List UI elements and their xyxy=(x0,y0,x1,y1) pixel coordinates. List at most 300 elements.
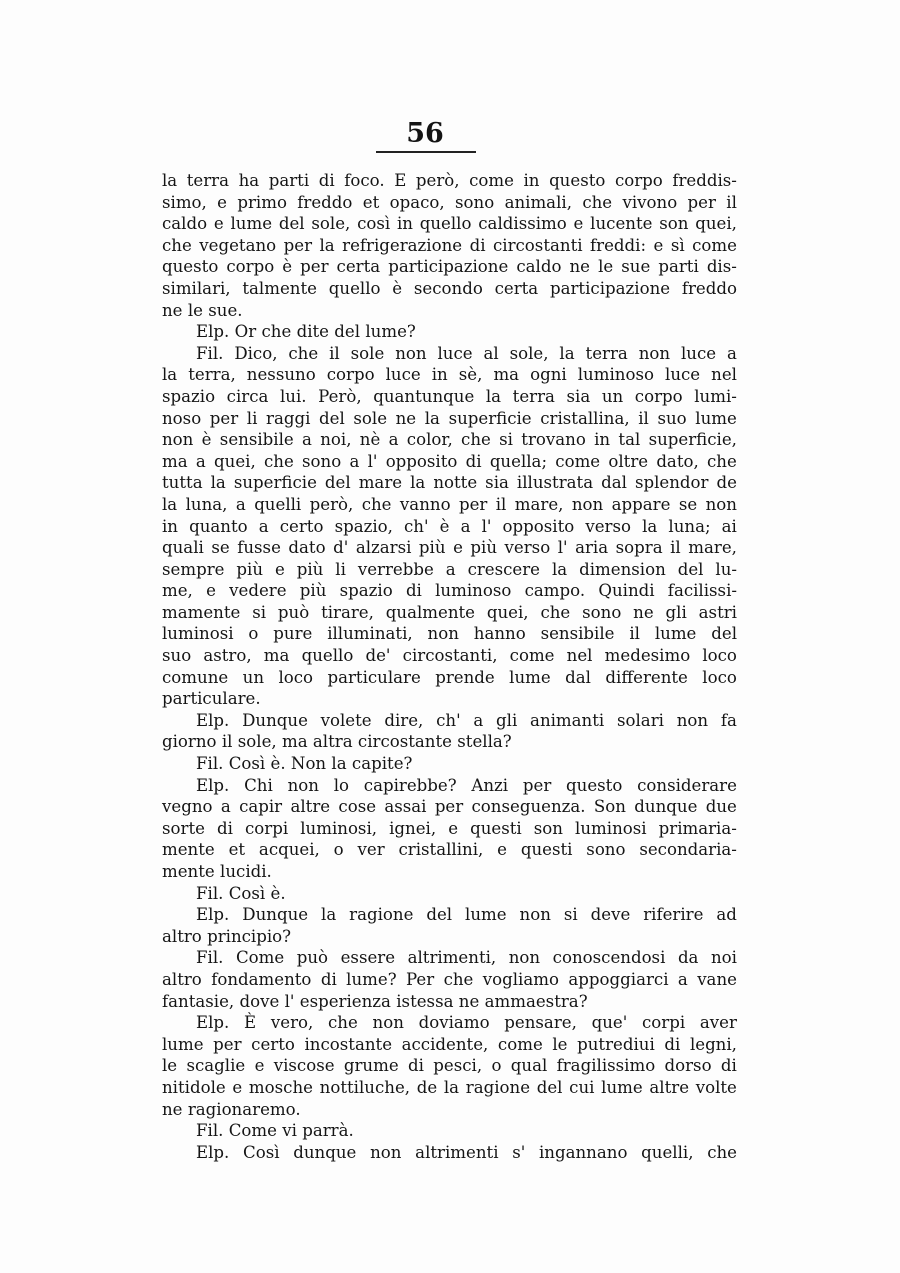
text-line xyxy=(162,710,737,732)
word: di xyxy=(720,1056,737,1076)
word: particulare xyxy=(327,667,421,687)
word: il xyxy=(329,343,340,363)
word: ma xyxy=(281,732,308,752)
word: participazione xyxy=(549,278,671,298)
word: del xyxy=(334,322,361,342)
word: fusse xyxy=(237,538,281,558)
word: Elp. xyxy=(196,905,230,925)
word: ch' xyxy=(404,516,429,536)
word: sensibile xyxy=(540,624,615,644)
text-line xyxy=(162,731,737,753)
word: loco xyxy=(278,667,314,687)
word: nè xyxy=(359,430,381,450)
word: come xyxy=(555,451,601,471)
word: solari xyxy=(616,710,664,730)
word: loco xyxy=(702,667,737,687)
word: corpi xyxy=(642,1013,686,1033)
word: viscose xyxy=(273,1056,335,1076)
word: e xyxy=(206,581,216,601)
word: me, xyxy=(162,581,193,601)
word: mare xyxy=(358,473,403,493)
text-line xyxy=(162,386,737,408)
word: per xyxy=(209,408,239,428)
word: de xyxy=(416,1077,438,1097)
word: cose xyxy=(338,797,377,817)
word: lui. xyxy=(280,386,307,406)
word: foco. xyxy=(344,171,385,190)
word: certo xyxy=(279,516,324,536)
text-body xyxy=(162,170,737,1163)
word: cristallina, xyxy=(540,408,630,428)
word: la xyxy=(551,559,568,579)
word: particulare. xyxy=(162,689,261,709)
text-line xyxy=(162,1055,737,1077)
text-line xyxy=(162,408,737,430)
word: quanto xyxy=(189,516,248,536)
word: Quindi xyxy=(598,581,655,601)
word: un xyxy=(242,667,265,687)
word: mare, xyxy=(688,538,737,558)
text-line xyxy=(162,667,737,689)
word: e xyxy=(232,1077,243,1097)
word: noi xyxy=(711,948,737,968)
text-line xyxy=(162,472,737,494)
word: di xyxy=(318,171,335,190)
word: la xyxy=(424,408,440,428)
word: un xyxy=(601,386,624,406)
word: lucente xyxy=(590,214,653,234)
word: e xyxy=(213,214,224,234)
word: più xyxy=(236,559,264,579)
word: spazio xyxy=(339,581,393,601)
text-line xyxy=(162,300,737,322)
word: d' xyxy=(333,538,349,558)
word: Elp. xyxy=(196,710,230,730)
word: deve xyxy=(590,905,631,925)
word: noi, xyxy=(320,430,352,450)
word: vane xyxy=(697,969,737,989)
text-line xyxy=(162,170,737,192)
word: lume xyxy=(162,1034,204,1054)
text-line xyxy=(162,192,737,214)
word: trovano xyxy=(521,430,586,450)
word: il xyxy=(221,732,233,752)
word: di xyxy=(469,235,486,255)
word: dire, xyxy=(384,710,424,730)
word: illustrata xyxy=(516,473,594,493)
word: sono xyxy=(582,602,622,622)
word: È xyxy=(244,1013,257,1033)
word: suo xyxy=(162,646,192,666)
word: corpo xyxy=(326,365,375,385)
text-line xyxy=(162,256,737,278)
word: verrebbe xyxy=(357,559,434,579)
word: volte xyxy=(695,1077,737,1097)
word: legni, xyxy=(689,1034,737,1054)
word: non xyxy=(427,624,459,644)
word: Or xyxy=(234,322,257,342)
word: le xyxy=(552,1034,568,1054)
text-line xyxy=(162,1099,737,1121)
text-line xyxy=(162,623,737,645)
word: di xyxy=(217,818,233,838)
word: luminosi xyxy=(575,818,647,838)
word: terra xyxy=(585,343,628,363)
word: però, xyxy=(415,171,460,190)
word: ai xyxy=(721,516,737,536)
word: il xyxy=(638,408,649,428)
word: illuminati, xyxy=(327,624,413,644)
word: non xyxy=(162,430,194,450)
word: sole xyxy=(353,408,388,428)
word: quello xyxy=(419,214,472,234)
word: da xyxy=(677,948,699,968)
word: animanti xyxy=(530,710,605,730)
text-line xyxy=(162,753,737,775)
word: come xyxy=(509,646,555,666)
text-line xyxy=(162,235,737,257)
text-line xyxy=(162,602,737,624)
text-line xyxy=(162,1142,737,1164)
word: stella? xyxy=(457,732,512,752)
word: ma xyxy=(493,365,520,385)
word: nitidole xyxy=(162,1077,226,1097)
word: astro, xyxy=(203,646,252,666)
word: la xyxy=(642,516,658,536)
word: de xyxy=(716,473,737,493)
word: a xyxy=(677,969,688,989)
word: di xyxy=(320,969,337,989)
word: corpo xyxy=(614,171,663,190)
word: gli xyxy=(496,710,518,730)
header-rule xyxy=(376,151,476,153)
word: in xyxy=(523,171,540,190)
text-line xyxy=(162,1012,737,1034)
word: vi xyxy=(282,1121,297,1141)
word: Dunque xyxy=(242,905,309,925)
word: le xyxy=(187,300,203,320)
word: mosche xyxy=(248,1077,313,1097)
word: cristallini, xyxy=(398,840,484,860)
word: vero, xyxy=(270,1013,314,1033)
text-line xyxy=(162,1077,737,1099)
word: l' xyxy=(367,451,378,471)
word: lume xyxy=(695,408,737,428)
word: Non xyxy=(290,754,327,774)
word: altra xyxy=(312,732,353,752)
word: lume xyxy=(654,624,697,644)
word: color, xyxy=(406,430,453,450)
word: freddo xyxy=(297,192,353,212)
word: la xyxy=(410,473,426,493)
word: hanno xyxy=(473,624,526,644)
word: son xyxy=(533,818,563,838)
word: Elp. xyxy=(196,322,230,342)
word: lume xyxy=(509,667,551,687)
word: si xyxy=(252,602,267,622)
word: che xyxy=(707,1142,737,1162)
word: il xyxy=(726,192,737,212)
word: dove xyxy=(239,991,280,1011)
text-line xyxy=(162,796,737,818)
word: quei, xyxy=(695,214,737,234)
word: ammaestra? xyxy=(484,991,588,1011)
word: come xyxy=(469,171,514,190)
word: superficie xyxy=(233,473,317,493)
word: son xyxy=(659,214,689,234)
word: luce xyxy=(680,343,717,363)
word: e xyxy=(453,538,463,558)
word: doviamo xyxy=(418,1013,490,1033)
word: che xyxy=(582,192,613,212)
word: opposito xyxy=(502,516,575,536)
word: le xyxy=(162,1056,178,1076)
word: et xyxy=(228,840,246,860)
word: medesimo xyxy=(604,646,691,666)
word: ragione xyxy=(465,1077,531,1097)
word: ne xyxy=(395,408,417,428)
word: la xyxy=(331,754,347,774)
word: certa xyxy=(336,257,381,277)
text-line xyxy=(162,991,737,1013)
word: questo xyxy=(162,257,219,277)
word: e xyxy=(653,235,664,255)
word: a xyxy=(302,430,312,450)
word: verso xyxy=(585,516,631,536)
text-line xyxy=(162,1120,737,1142)
word: oltre xyxy=(608,451,649,471)
word: accidente, xyxy=(401,1034,489,1054)
word: le xyxy=(598,257,614,277)
word: talmente xyxy=(242,278,317,298)
word: parti xyxy=(268,171,310,190)
word: Per xyxy=(406,969,435,989)
word: e xyxy=(573,214,584,234)
word: caldo xyxy=(516,257,562,277)
word: non xyxy=(287,775,319,795)
word: la xyxy=(559,343,575,363)
word: vogliamo xyxy=(482,969,559,989)
word: noso xyxy=(162,408,202,428)
word: per xyxy=(522,775,552,795)
word: capir xyxy=(239,797,283,817)
word: l' xyxy=(284,991,295,1011)
word: quelli xyxy=(254,494,302,514)
word: a xyxy=(726,343,737,363)
word: è xyxy=(282,257,293,277)
word: luminoso xyxy=(577,365,654,385)
word: prende xyxy=(435,667,495,687)
word: può xyxy=(296,948,329,968)
word: altrimenti, xyxy=(407,948,497,968)
word: conoscendosi xyxy=(552,948,666,968)
word: superficie xyxy=(448,408,532,428)
word: altre xyxy=(649,1077,690,1097)
word: mente xyxy=(162,840,215,860)
word: la xyxy=(443,1077,460,1097)
page-number: 56 xyxy=(406,118,444,149)
word: e xyxy=(274,559,285,579)
word: freddi: xyxy=(590,235,647,255)
word: circa xyxy=(226,386,269,406)
word: spazio xyxy=(162,386,216,406)
word: non xyxy=(508,948,541,968)
word: luce xyxy=(437,343,473,363)
word: Fil. xyxy=(196,948,224,968)
word: animali, xyxy=(504,192,572,212)
text-line xyxy=(162,343,737,365)
word: sì xyxy=(670,235,685,255)
text-line xyxy=(162,904,737,926)
word: del xyxy=(536,1077,563,1097)
text-line xyxy=(162,688,737,710)
word: altro xyxy=(162,926,202,946)
word: altro xyxy=(162,969,202,989)
word: spazio, xyxy=(334,516,393,536)
word: in xyxy=(431,365,448,385)
word: pensare, xyxy=(504,1013,577,1033)
word: luce xyxy=(385,365,421,385)
word: circostanti xyxy=(492,235,583,255)
text-line xyxy=(162,321,737,343)
word: fa xyxy=(720,710,737,730)
word: la xyxy=(162,365,178,385)
word: fantasie, xyxy=(162,991,235,1011)
word: lume xyxy=(601,1077,643,1097)
word: raggi xyxy=(266,408,311,428)
word: gli xyxy=(665,602,687,622)
word: non xyxy=(395,343,427,363)
word: a xyxy=(258,516,269,536)
word: pure xyxy=(273,624,313,644)
word: facilissi- xyxy=(667,581,737,601)
word: luminoso xyxy=(435,581,512,601)
word: esperienza xyxy=(299,991,391,1011)
word: E xyxy=(394,171,407,190)
word: luminosi, xyxy=(300,818,378,838)
word: ch' xyxy=(436,710,461,730)
word: quali xyxy=(162,538,204,558)
word: così xyxy=(357,214,391,234)
word: sè, xyxy=(458,365,483,385)
text-line xyxy=(162,883,737,905)
word: certa xyxy=(494,278,539,298)
word: riferire xyxy=(643,905,704,925)
word: si xyxy=(563,905,578,925)
text-line xyxy=(162,580,737,602)
word: nel xyxy=(711,365,737,385)
text-line xyxy=(162,451,737,473)
word: dunque xyxy=(634,797,698,817)
word: sole, xyxy=(311,214,351,234)
word: crescere xyxy=(467,559,541,579)
word: primo xyxy=(237,192,287,212)
word: quei, xyxy=(486,602,529,622)
word: che xyxy=(261,322,292,342)
word: Dico, xyxy=(234,343,278,363)
word: vegno xyxy=(162,797,213,817)
word: circostanti, xyxy=(402,646,498,666)
word: in xyxy=(396,214,413,234)
word: appare xyxy=(611,494,671,514)
word: grume xyxy=(343,1056,399,1076)
word: vedere xyxy=(229,581,287,601)
word: è xyxy=(392,278,403,298)
word: si xyxy=(499,430,513,450)
word: per xyxy=(283,235,313,255)
word: non xyxy=(676,710,709,730)
word: di xyxy=(664,1034,681,1054)
word: vivono xyxy=(622,192,678,212)
word: o xyxy=(333,840,344,860)
word: ma xyxy=(263,646,290,666)
word: la xyxy=(162,171,178,190)
word: o xyxy=(248,624,259,644)
word: la xyxy=(210,473,226,493)
word: che xyxy=(540,602,571,622)
word: quello xyxy=(301,646,354,666)
word: ogni xyxy=(530,365,567,385)
word: refrigerazione xyxy=(342,235,463,255)
word: ne xyxy=(162,1099,183,1119)
text-line xyxy=(162,1034,737,1056)
word: che xyxy=(361,494,392,514)
word: più xyxy=(418,538,446,558)
word: a xyxy=(349,451,360,471)
word: a xyxy=(235,494,246,514)
word: opaco, xyxy=(389,192,445,212)
word: a xyxy=(388,430,399,450)
word: può xyxy=(277,602,310,622)
word: questi xyxy=(520,840,573,860)
word: dite xyxy=(296,322,329,342)
word: parti xyxy=(658,257,699,277)
word: non xyxy=(705,494,737,514)
word: Così xyxy=(228,754,266,774)
word: dato, xyxy=(656,451,699,471)
word: Chi xyxy=(244,775,273,795)
word: quello xyxy=(328,278,381,298)
word: ragione xyxy=(349,905,414,925)
word: più xyxy=(470,538,498,558)
word: corpo xyxy=(634,386,683,406)
word: in xyxy=(594,430,611,450)
word: mente xyxy=(162,862,215,881)
word: tutta xyxy=(162,473,203,493)
word: luminosi xyxy=(162,624,234,644)
word: notte xyxy=(433,473,478,493)
word: che xyxy=(328,1013,358,1033)
word: simo, xyxy=(162,192,207,212)
word: Fil. xyxy=(196,883,224,903)
word: dis- xyxy=(706,257,737,277)
word: sopra xyxy=(615,538,663,558)
word: vanno xyxy=(399,494,451,514)
text-line xyxy=(162,969,737,991)
word: sue xyxy=(621,257,651,277)
word: non xyxy=(571,494,604,514)
word: superficie, xyxy=(648,430,737,450)
word: Come xyxy=(228,1121,277,1141)
word: luce xyxy=(665,365,701,385)
word: a xyxy=(445,559,456,579)
word: che xyxy=(263,451,294,471)
word: è. xyxy=(270,883,286,903)
word: Però, xyxy=(318,386,362,406)
word: appoggiarci xyxy=(568,969,669,989)
word: se xyxy=(678,494,698,514)
word: essere xyxy=(340,948,396,968)
